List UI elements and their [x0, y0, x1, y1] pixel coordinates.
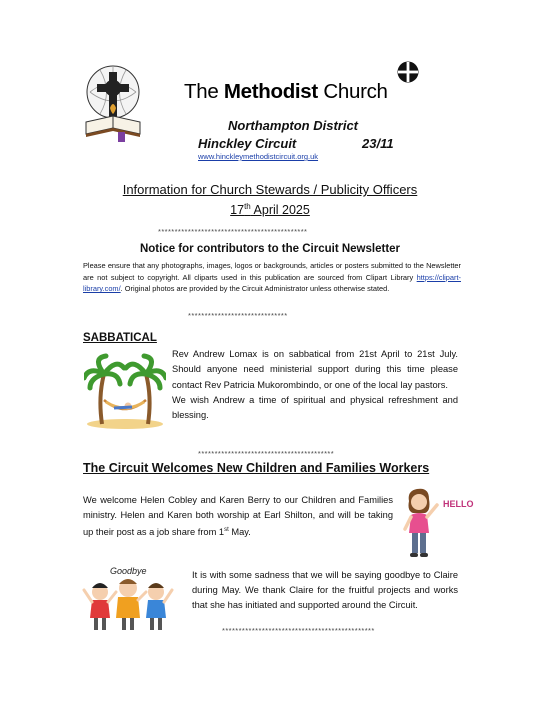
district-name: Northampton District — [228, 118, 358, 133]
goodbye-children-icon — [72, 562, 184, 634]
hello-label: HELLO — [443, 499, 474, 509]
cross-globe-bible-icon — [82, 62, 144, 144]
star-divider: ********************************************** — [222, 626, 375, 635]
welcome-text-part1: We welcome Helen Cobley and Karen Berry to our Children and Families ministry. Helen and Karen both worship at Earl Shilton, and will be taking up their post as a job share from 1 — [83, 495, 393, 538]
goodbye-label: Goodbye — [110, 566, 147, 576]
circuit-name: Hinckley Circuit — [198, 136, 297, 151]
issue-date — [0, 202, 540, 217]
star-divider: ***************************************** — [198, 449, 335, 458]
sabbatical-para-1: Rev Andrew Lomax is on sabbatical from 21st April to 21st July. Should anyone need ministerial support during this time please contact Rev Patricia Mukorombindo, or one of the local lay pastors. — [172, 349, 458, 390]
waving-girl-icon — [401, 487, 479, 563]
sabbatical-heading: SABBATICAL — [83, 332, 157, 344]
star-divider: ****************************** — [188, 311, 288, 320]
palm-hammock-image — [84, 352, 166, 430]
welcome-text-part2: May. — [228, 527, 251, 538]
star-divider: ********************************************* — [158, 227, 308, 236]
sabbatical-text — [172, 347, 458, 423]
page-title: Information for Church Stewards / Publicity Officers — [122, 182, 418, 197]
brand-bold: Methodist — [223, 80, 318, 103]
notice-text — [83, 260, 461, 295]
brand-suffix: Church — [323, 80, 388, 103]
methodist-cross-flame-icon — [397, 61, 419, 83]
palm-tree-icon — [84, 352, 166, 430]
clipart-library-link[interactable]: https://clipart-library.com/ — [83, 272, 461, 294]
welcome-text-sup: st — [224, 527, 229, 533]
brand-prefix: The — [184, 80, 219, 103]
website-link[interactable]: www.hinckleymethodistcircuit.org.uk — [198, 152, 319, 161]
welcome-text — [83, 493, 393, 540]
issue-date-day: 17 — [230, 203, 245, 218]
issue-date-rest: April 2025 — [250, 203, 310, 218]
notice-text-part2: . Original photos are provided by the Circuit Administrator unless otherwise stated. — [120, 284, 390, 294]
issue-code: 23/11 — [362, 136, 394, 151]
sabbatical-para-2: We wish Andrew a time of spiritual and physical refreshment and blessing. — [172, 394, 458, 421]
notice-text-part1: Please ensure that any photographs, images, logos or backgrounds, articles or posters submitted to the Newsletter are not subject to copyright. All cliparts used in this publication are sourced from Clipart Library — [83, 261, 461, 282]
circuit-logo — [82, 62, 144, 144]
notice-heading: Notice for contributors to the Circuit Newsletter — [139, 243, 401, 255]
brand-name — [184, 80, 388, 104]
hello-girl-image — [401, 487, 479, 563]
welcome-heading: The Circuit Welcomes New Children and Families Workers — [83, 461, 430, 475]
goodbye-kids-image — [72, 562, 184, 634]
issue-date-suffix: th — [244, 202, 251, 211]
goodbye-text: It is with some sadness that we will be saying goodbye to Claire during May. We thank Claire for the fruitful projects and works that she has initiated and supported around the Circuit. — [192, 570, 458, 610]
